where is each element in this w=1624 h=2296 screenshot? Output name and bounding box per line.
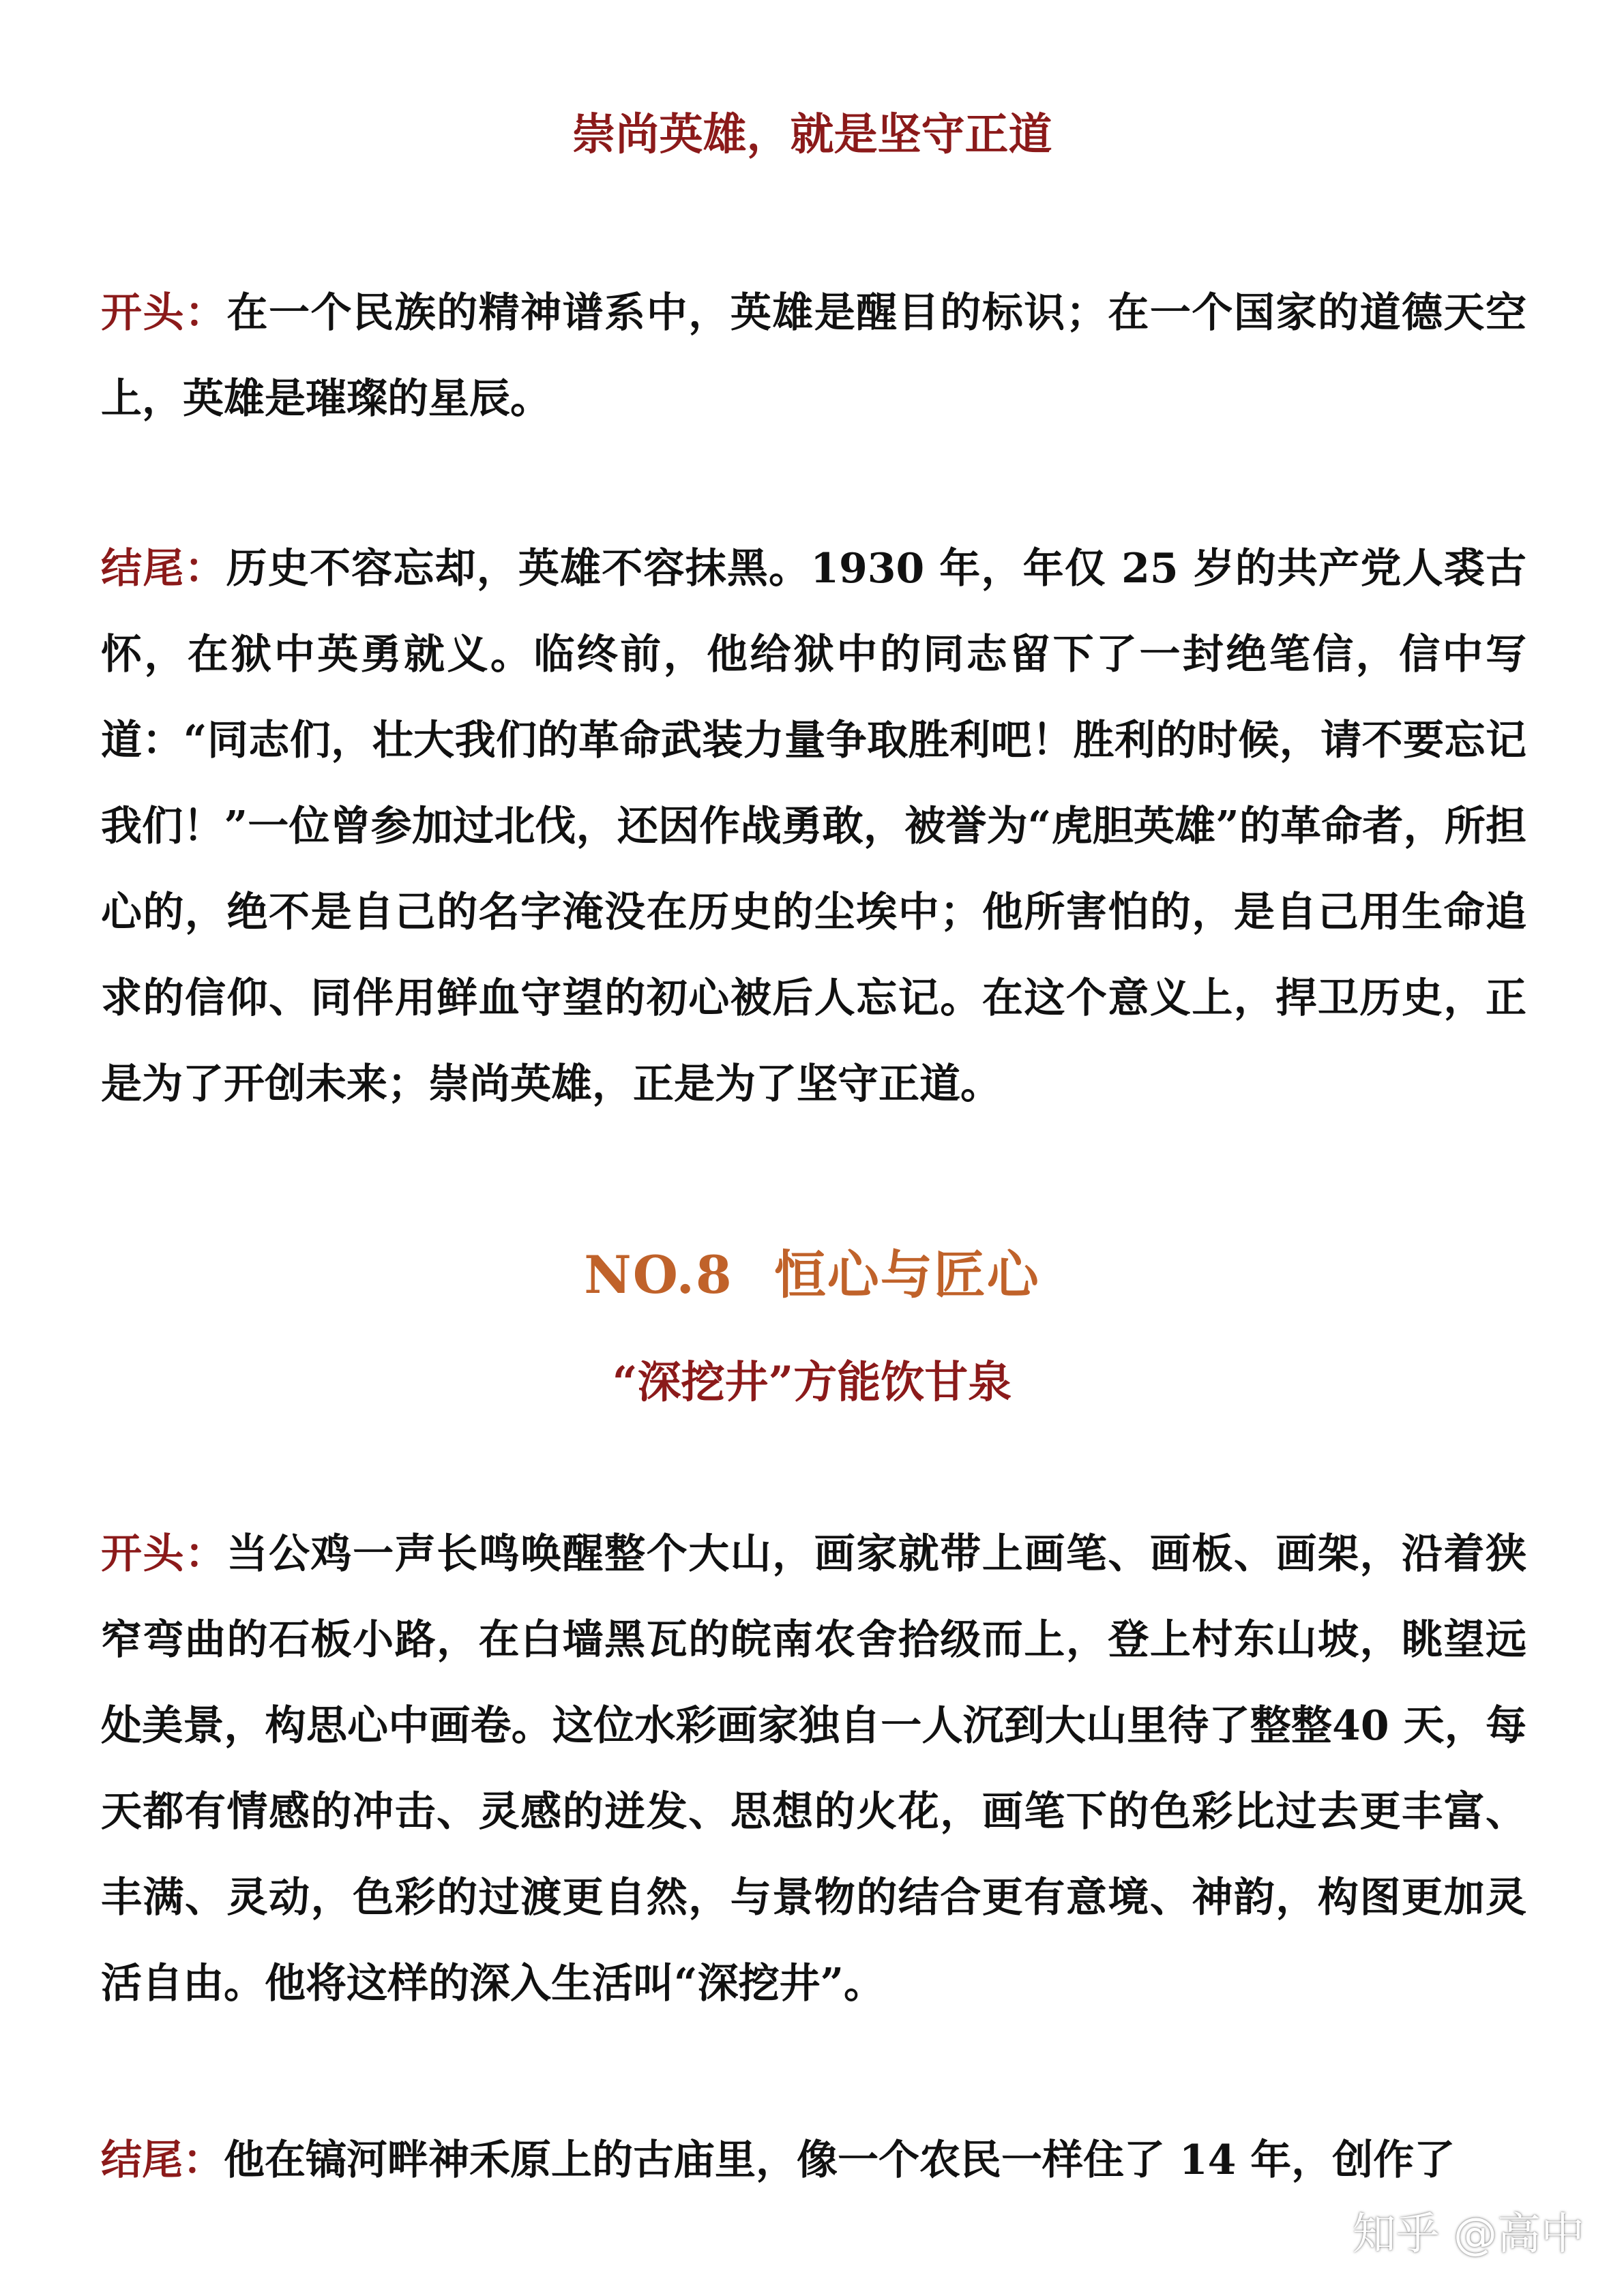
ending-paragraph-heroes bbox=[101, 526, 1526, 1127]
ending-label: 结尾： bbox=[101, 545, 226, 593]
section-subtitle-well: “深挖井”方能饮甘泉 bbox=[612, 1357, 1012, 1408]
opening-label: 开头： bbox=[101, 289, 227, 337]
opening-text: 当公鸡一声长鸣唤醒整个大山，画家就带上画笔、画板、画架，沿着狭窄弯曲的石板小路，在白墙黑瓦的皖南农舍拾级而上，登上村东山坡，眺望远处美景，构思心中画卷。这位水彩画家独自一人沉到大山里待了整整40 天，每天都有情感的冲击、灵感的迸发、思想的火花，画笔下的色彩比过去更丰富、丰满、灵动，色彩的过渡更自然，与景物的结合更有意境、神韵，构图更加灵活自由。他将这样的深入生活叫“深挖井”。 bbox=[101, 1530, 1526, 2008]
ending-text: 历史不容忘却，英雄不容抹黑。1930 年，年仅 25 岁的共产党人裘古怀，在狱中英勇就义。临终前，他给狱中的同志留下了一封绝笔信，信中写道：“同志们，壮大我们的革命武装力量争取胜利吧！胜利的时候，请不要忘记我们！”一位曾参加过北伐，还因作战勇敢，被誉为“虎胆英雄”的革命者，所担心的，绝不是自己的名字淹没在历史的尘埃中；他所害怕的，是自己用生命追求的信仰、同伴用鲜血守望的初心被后人忘记。在这个意义上，捍卫历史，正是为了开创未来；崇尚英雄，正是为了坚守正道。 bbox=[101, 545, 1527, 1108]
section-title-no8 bbox=[0, 1242, 1624, 1308]
ending-text: 他在镐河畔神禾原上的古庙里，像一个农民一样住了 14 年，创作了 bbox=[224, 2136, 1456, 2184]
opening-paragraph-well bbox=[101, 1511, 1526, 2027]
zhihu-watermark: 知乎 @高中 bbox=[1352, 2209, 1584, 2260]
opening-text: 在一个民族的精神谱系中，英雄是醒目的标识；在一个国家的道德天空上，英雄是璀璨的星辰。 bbox=[101, 289, 1526, 423]
opening-paragraph-heroes bbox=[101, 270, 1526, 442]
ending-paragraph-well bbox=[101, 2117, 1526, 2203]
section-title-text: 恒心与匠心 bbox=[773, 1244, 1040, 1305]
ending-label: 结尾： bbox=[101, 2136, 224, 2184]
section-subtitle-heroes: 崇尚英雄，就是坚守正道 bbox=[572, 109, 1052, 160]
section-number: NO.8 bbox=[584, 1244, 733, 1305]
opening-label: 开头： bbox=[101, 1530, 227, 1578]
